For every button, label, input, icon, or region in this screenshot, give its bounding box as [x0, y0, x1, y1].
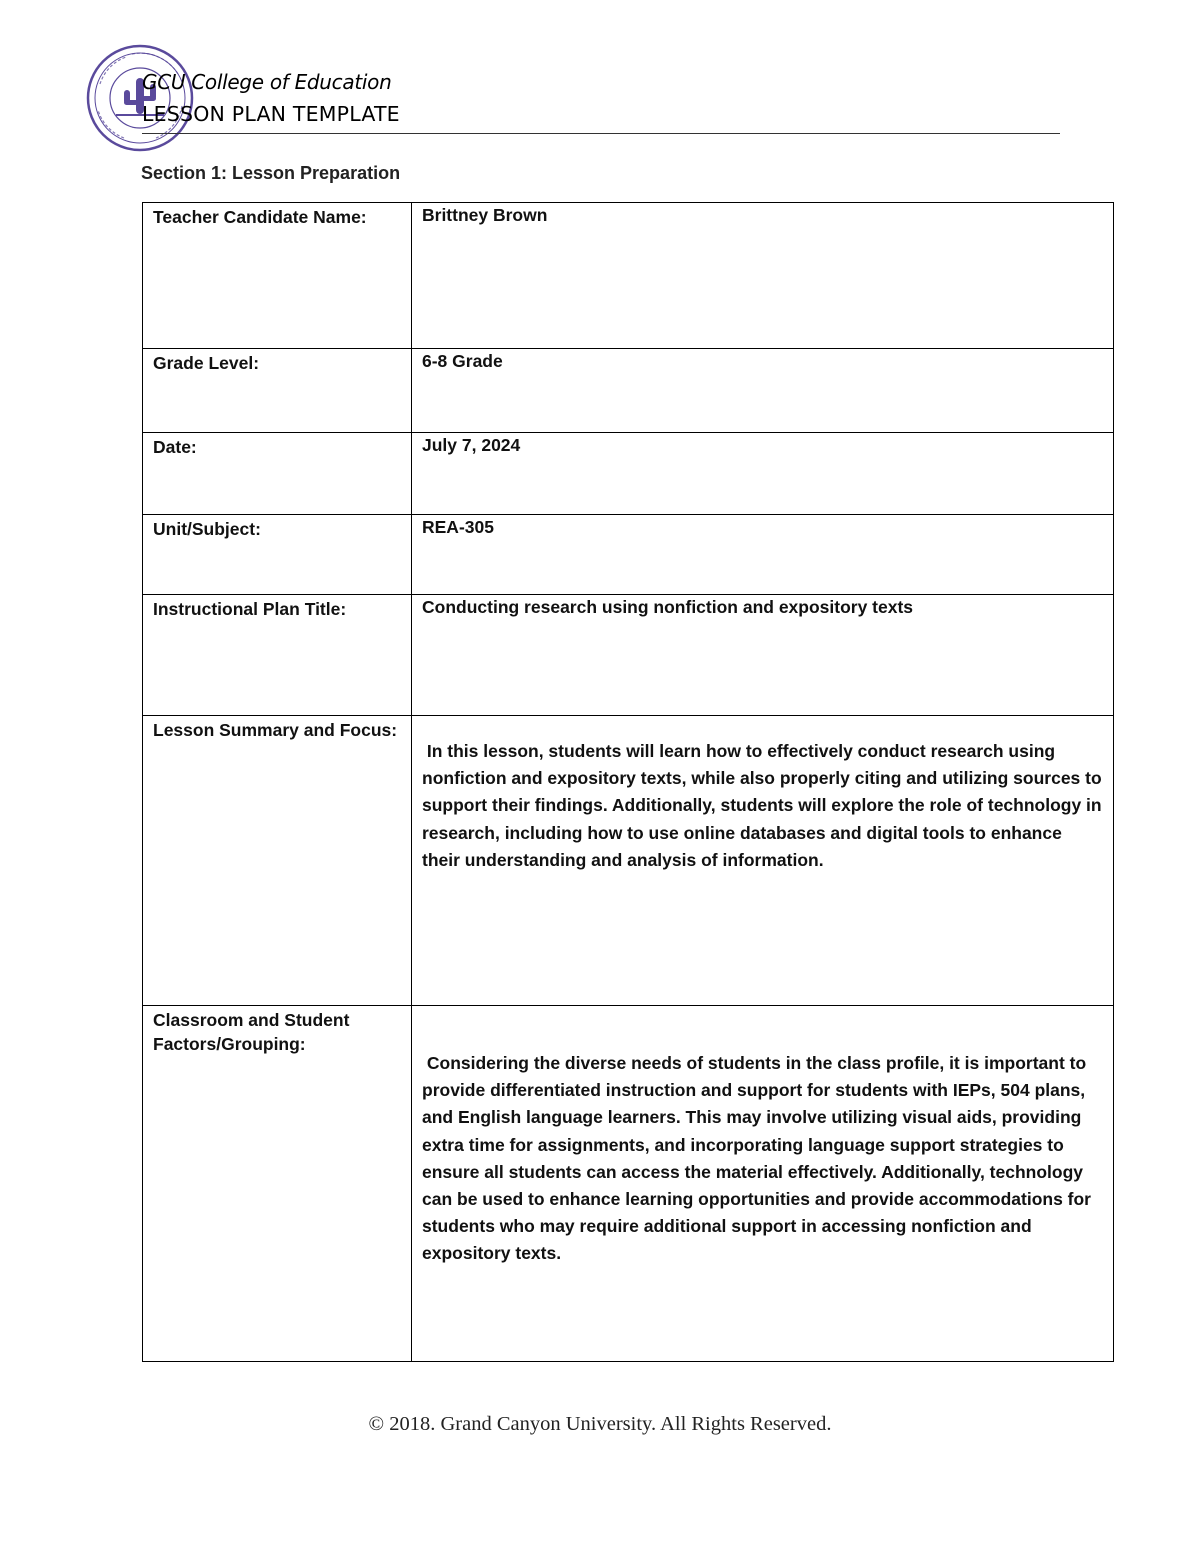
- classroom-factors-value: Considering the diverse needs of students in the class profile, it is important to provide differentiated instruction and support for students with IEPs, 504 plans, and English language learners. This may involve utilizing visual aids, providing extra time for assignments, and incorporating language support strategies to ensure all students can access the material effectively. Additionally, technology can be used to enhance learning opportunities and provide accommodations for students who may require additional support in accessing nonfiction and expository texts.: [422, 1053, 1096, 1264]
- row-lesson-summary: [143, 716, 1114, 1006]
- university-seal-icon: [86, 44, 194, 152]
- row-teacher-name: [143, 203, 1114, 349]
- grade-level-label: Grade Level:: [143, 349, 412, 433]
- lesson-summary-label: Lesson Summary and Focus:: [143, 716, 412, 1006]
- classroom-factors-label: Classroom and Student Factors/Grouping:: [143, 1006, 412, 1362]
- date-value: July 7, 2024: [412, 433, 1114, 515]
- grade-level-value: 6-8 Grade: [412, 349, 1114, 433]
- teacher-name-label: Teacher Candidate Name:: [143, 203, 412, 349]
- header-divider: [142, 133, 1060, 134]
- college-name: GCU College of Education: [142, 70, 392, 94]
- plan-title-label: Instructional Plan Title:: [143, 595, 412, 716]
- plan-title-value: Conducting research using nonfiction and expository texts: [412, 595, 1114, 716]
- date-label: Date:: [143, 433, 412, 515]
- unit-subject-label: Unit/Subject:: [143, 515, 412, 595]
- lesson-summary-value: In this lesson, students will learn how to effectively conduct research using nonfiction and expository texts, while also properly citing and utilizing sources to support their findings. Additionally, students will explore the role of technology in research, including how to use online databases and digital tools to enhance their understanding and analysis of information.: [422, 741, 1107, 870]
- teacher-name-value: Brittney Brown: [412, 203, 1114, 349]
- row-grade-level: [143, 349, 1114, 433]
- row-unit-subject: [143, 515, 1114, 595]
- section-title: Section 1: Lesson Preparation: [141, 163, 401, 183]
- copyright-footer: © 2018. Grand Canyon University. All Rights Reserved.: [368, 1413, 832, 1435]
- row-date: [143, 433, 1114, 515]
- row-plan-title: [143, 595, 1114, 716]
- template-title: LESSON PLAN TEMPLATE: [142, 102, 400, 126]
- unit-subject-value: REA-305: [412, 515, 1114, 595]
- row-classroom-factors: [143, 1006, 1114, 1362]
- lesson-prep-table: [142, 202, 1114, 1362]
